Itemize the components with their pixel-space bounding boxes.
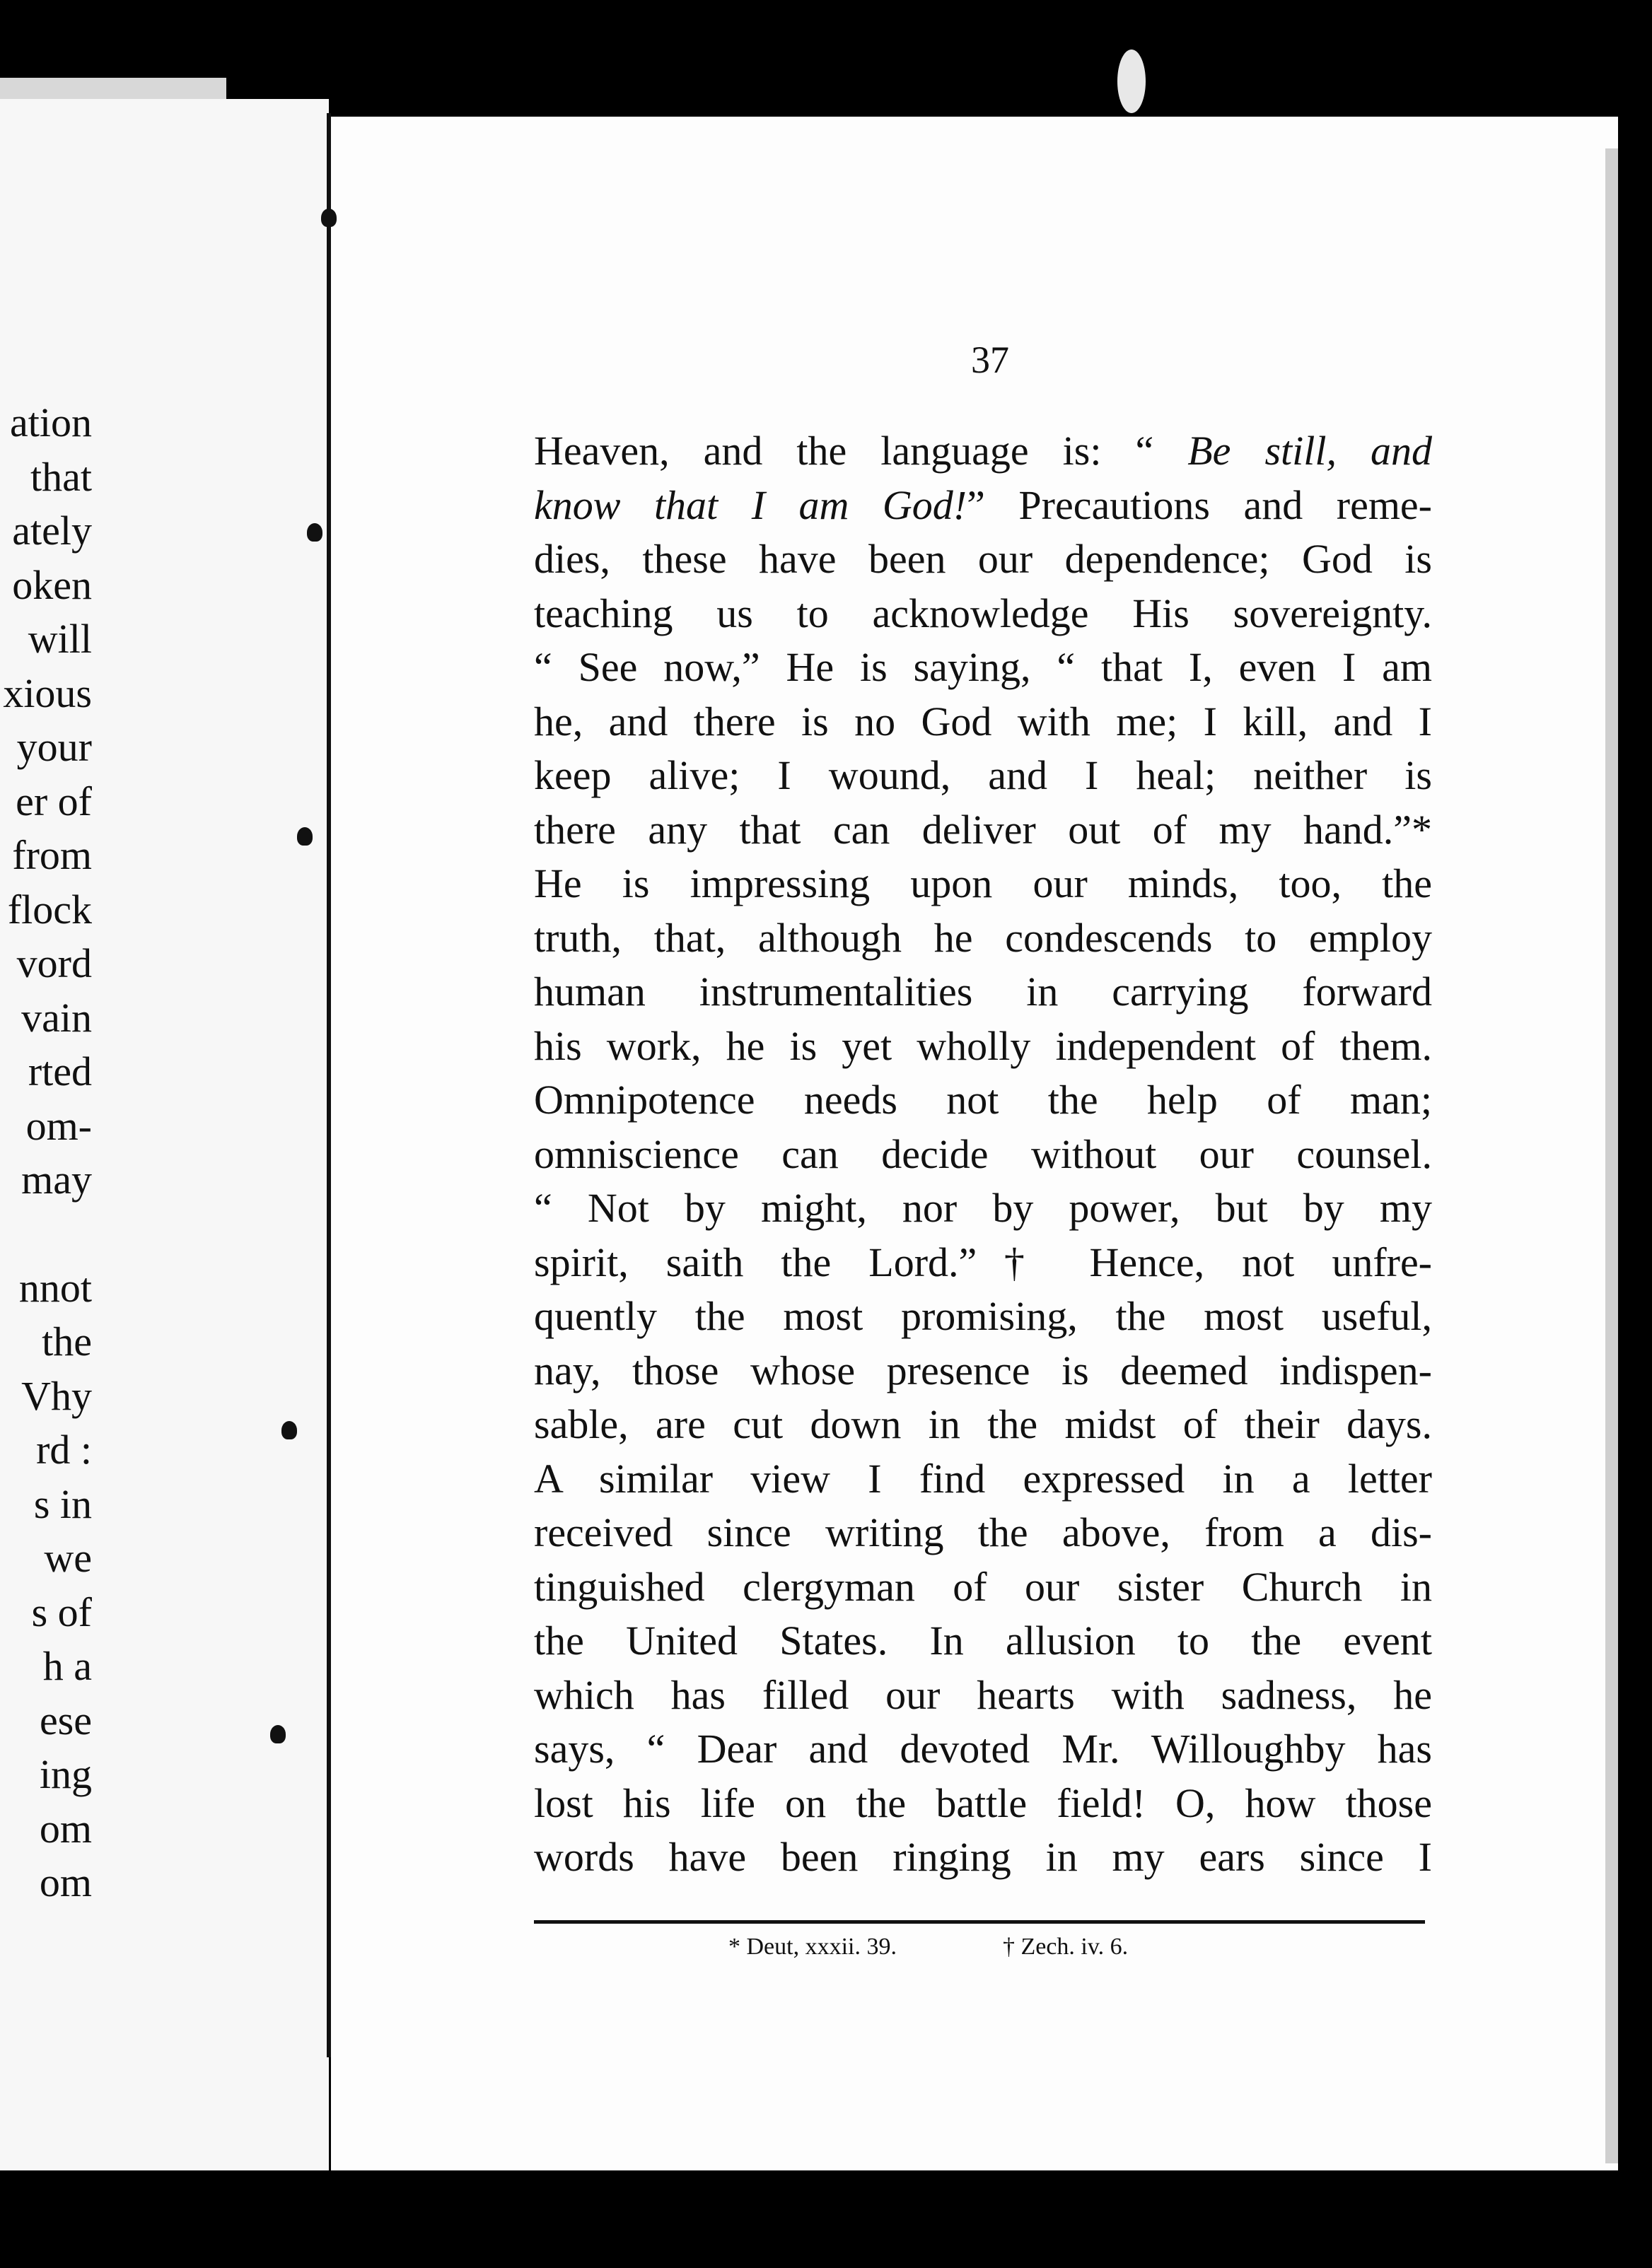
stitch-mark	[270, 1725, 286, 1743]
left-fragment: we	[44, 1535, 92, 1581]
left-fragment: from	[12, 832, 92, 878]
text-line: human instrumentalities in carrying forward	[534, 969, 1432, 1015]
text-line: spirit, saith the Lord.”† Hence, not unfre-	[534, 1239, 1432, 1285]
footnote-deut: * Deut, xxxii. 39.	[728, 1934, 897, 1960]
left-fragment: Vhy	[21, 1372, 92, 1419]
body-text	[534, 424, 1432, 1885]
left-fragment: ately	[12, 508, 92, 554]
left-fragment: the	[42, 1319, 92, 1364]
stitch-mark	[321, 209, 337, 227]
text-line: A similar view I find expressed in a letter	[534, 1455, 1432, 1502]
left-fragment: om	[39, 1805, 92, 1852]
left-fragment: ese	[39, 1697, 92, 1743]
footnotes	[728, 1934, 1294, 1960]
page-number: 37	[971, 339, 1009, 381]
left-fragment: rd :	[36, 1427, 92, 1473]
text-line: Heaven, and the language is: “ Be still, and	[534, 428, 1432, 474]
text-line: tinguished clergyman of our sister Church in	[534, 1563, 1432, 1610]
left-fragment: flock	[7, 886, 92, 933]
text-line: words have been ringing in my ears since I	[534, 1834, 1432, 1880]
left-fragment: may	[21, 1157, 92, 1203]
left-fragment: that	[30, 453, 92, 500]
italic-quote: know that I am God!	[534, 481, 967, 528]
left-fragment: ation	[10, 399, 92, 445]
left-fragment: will	[28, 616, 92, 662]
left-fragment: rted	[28, 1048, 92, 1094]
text-line: his work, he is yet wholly independent of them.	[534, 1022, 1432, 1069]
italic-quote: Be still, and	[1187, 428, 1432, 474]
right-page-edge	[1605, 148, 1618, 2163]
text-line: quently the most promising, the most useful,	[534, 1293, 1432, 1339]
text-line: omniscience can decide without our counsel.	[534, 1130, 1432, 1177]
left-fragment: s of	[31, 1589, 92, 1635]
text-line: truth, that, although he condescends to employ	[534, 914, 1432, 961]
text-line: there any that can deliver out of my hand.”*	[534, 806, 1432, 853]
left-fragment: er of	[16, 778, 92, 824]
text-line: dies, these have been our dependence; God is	[534, 536, 1432, 582]
left-fragment: vain	[21, 994, 92, 1041]
text-line: the United States. In allusion to the event	[534, 1618, 1432, 1664]
stitch-mark	[281, 1421, 297, 1439]
left-fragment: s in	[33, 1480, 92, 1527]
stitch-mark	[297, 827, 313, 846]
text-line: teaching us to acknowledge His sovereignty.	[534, 590, 1432, 636]
left-fragment: om	[39, 1859, 92, 1905]
text-line: he, and there is no God with me; I kill, and I	[534, 698, 1432, 744]
left-page-text-fragments	[0, 396, 92, 1910]
left-fragment: om-	[25, 1102, 92, 1149]
text-line: says, “ Dear and devoted Mr. Willoughby has	[534, 1726, 1432, 1772]
footnote-rule	[534, 1920, 1425, 1924]
text-line: sable, are cut down in the midst of their days.	[534, 1401, 1432, 1447]
text-line: “ See now,” He is saying, “ that I, even I am	[534, 644, 1432, 690]
left-fragment-gap	[0, 1208, 92, 1261]
text-line: He is impressing upon our minds, too, the	[534, 860, 1432, 906]
text-line: “ Not by might, nor by power, but by my	[534, 1185, 1432, 1231]
text-line: nay, those whose presence is deemed indispen-	[534, 1347, 1432, 1393]
left-fragment: ing	[39, 1751, 92, 1797]
text-line: which has filled our hearts with sadness, he	[534, 1671, 1432, 1718]
left-fragment: oken	[12, 561, 92, 608]
footnote-zech: † Zech. iv. 6.	[1002, 1934, 1129, 1960]
binding-gutter-line	[327, 113, 331, 2057]
text-line: lost his life on the battle field! O, how those	[534, 1779, 1432, 1826]
text-line: Omnipotence needs not the help of man;	[534, 1077, 1432, 1123]
text-line: know that I am God!” Precautions and reme-	[534, 481, 1432, 528]
left-fragment: xious	[3, 670, 92, 716]
text-line: received since writing the above, from a dis-	[534, 1509, 1432, 1555]
stitch-mark	[307, 523, 322, 542]
scan-artifact	[1117, 49, 1146, 113]
left-fragment: vord	[16, 940, 92, 986]
left-fragment: your	[16, 724, 92, 770]
text-line: keep alive; I wound, and I heal; neither is	[534, 752, 1432, 798]
left-fragment: h a	[42, 1643, 92, 1689]
left-fragment: nnot	[18, 1264, 92, 1311]
